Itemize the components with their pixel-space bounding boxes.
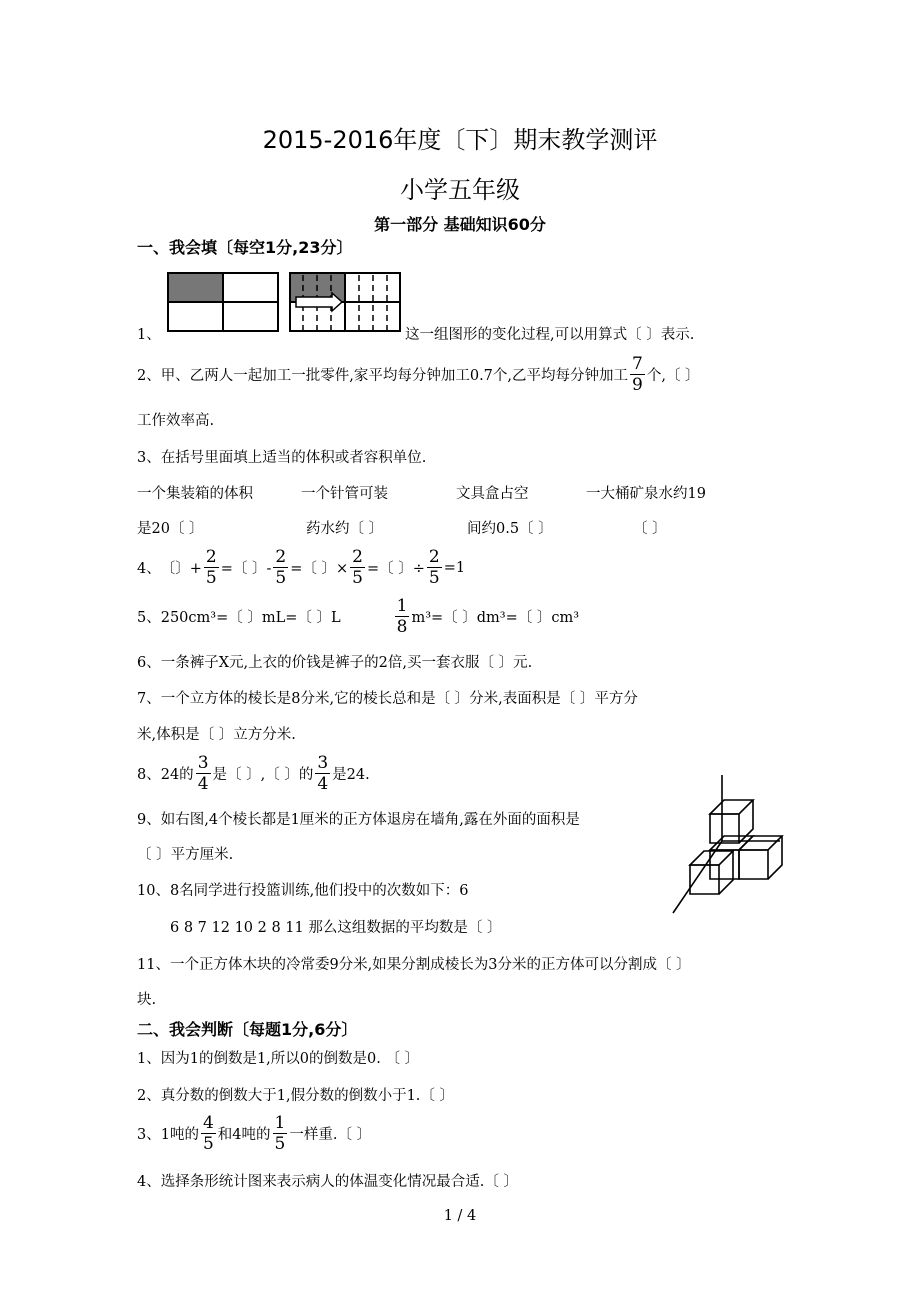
s2-q3-part1: 1吨的 [160,1127,199,1143]
q4-part1: 〔〕+ [160,561,202,577]
q2-text-a: 甲、乙两人一起加工一批零件,家平均每分钟加工0.7个,乙平均每分钟加工 [160,368,629,384]
q7-number: 7、 [137,691,161,707]
s2-q3-number: 3、 [137,1127,161,1143]
q3-col1b: 是20〔 〕 [137,521,204,537]
s2-q2-text: 真分数的倒数大于1,假分数的倒数小于1.〔 〕 [160,1088,455,1104]
q9-text-a: 如右图,4个棱长都是1厘米的正方体退房在墙角,露在外面的面积是 [160,812,580,828]
q5-number: 5、 [137,610,161,626]
q4-part3: =〔 〕× [290,561,349,577]
fraction-2-5 [273,547,288,588]
fraction-numerator: 3 [197,753,209,773]
q5-part1: 250cm³=〔 〕mL=〔 〕L [160,610,341,626]
q8-line [137,753,370,794]
q8-part1: 24的 [160,767,194,783]
s2-q4-text: 选择条形统计图来表示病人的体温变化情况最合适.〔 〕 [160,1174,518,1190]
fraction-numerator: 2 [352,547,363,567]
q3-text: 在括号里面填上适当的体积或者容积单位. [160,450,427,466]
fraction-denominator: 8 [396,617,408,637]
q4-part4: =〔 〕÷ [366,561,425,577]
q7-text-a: 一个立方体的棱长是8分米,它的棱长总和是〔 〕分米,表面积是〔 〕平方分 [160,691,638,707]
q10-text-b: 6 8 7 12 10 2 8 11 那么这组数据的平均数是〔 〕 [170,920,502,936]
part-title: 第一部分 基础知识60分 [374,215,546,234]
q10-number: 10、 [137,883,170,899]
q7-text-b: 米,体积是〔 〕立方分米. [137,727,296,743]
q11-text-b: 块. [137,992,157,1008]
q3-col2b: 药水约〔 〕 [306,521,384,537]
q4-part2: =〔 〕- [220,561,272,577]
q4-part5: =1 [443,559,466,576]
fraction-1-5 [273,1113,288,1154]
q3-line [137,446,426,467]
q2-text-b: 个,〔 〕 [646,368,700,384]
fraction-denominator: 4 [197,774,209,794]
q5-line [137,596,579,637]
s2-q1-text: 因为1的倒数是1,所以0的倒数是0. 〔 〕 [160,1051,420,1067]
fraction-denominator: 5 [275,568,287,588]
cubes-in-corner-figure [668,773,784,918]
fraction-denominator: 5 [202,1134,214,1154]
q11-text-a: 一个正方体木块的冷常委9分米,如果分割成棱长为3分米的正方体可以分割成〔 〕 [169,957,691,973]
q4-line [137,547,465,588]
q9-line [137,808,580,829]
page-number: 1 / 4 [443,1208,477,1224]
s2-q2-line [137,1084,454,1105]
fraction-7-9 [630,354,645,395]
q6-text: 一条裤子X元,上衣的价钱是裤子的2倍,买一套衣服〔 〕元. [160,655,533,671]
fraction-2-5 [204,547,219,588]
fraction-3-4 [196,753,211,794]
s2-q2-number: 2、 [137,1088,161,1104]
fraction-2-5 [427,547,442,588]
s2-q4-number: 4、 [137,1174,161,1190]
fraction-numerator: 1 [274,1113,286,1133]
fraction-denominator: 4 [317,774,329,794]
q3-col1a: 一个集装箱的体积 [137,486,253,502]
q6-number: 6、 [137,655,161,671]
q9-text-b: 〔 〕平方厘米. [137,847,234,863]
fraction-4-5 [201,1113,216,1154]
section2-heading: 二、我会判断〔每题1分,6分〕 [137,1020,358,1039]
q1-text: 这一组图形的变化过程,可以用算式〔 〕表示. [405,327,695,343]
q6-line [137,651,532,672]
fraction-numerator: 1 [396,596,408,616]
fraction-denominator: 5 [352,568,363,588]
q4-number: 4、 [137,561,161,577]
q2-text-c: 工作效率高. [137,413,215,429]
q11-line [137,953,691,974]
s2-q1-number: 1、 [137,1051,161,1067]
fraction-numerator: 4 [202,1113,214,1133]
fraction-denominator: 5 [428,568,440,588]
fraction-denominator: 5 [274,1134,286,1154]
grade-title: 小学五年级 [400,176,520,204]
q9-number: 9、 [137,812,161,828]
fraction-numerator: 2 [428,547,440,567]
fraction-2-5 [350,547,365,588]
q7-line [137,687,638,708]
q10-line [137,879,469,900]
exam-title: 2015-2016年度〔下〕期末教学测评 [262,126,658,154]
q11-number: 11、 [137,957,170,973]
fraction-denominator: 5 [205,568,217,588]
fraction-grid-figure [166,271,406,335]
s2-q3-part2: 和4吨的 [217,1127,271,1143]
q3-col2a: 一个针管可装 [301,486,388,502]
s2-q3-line [137,1113,371,1154]
fraction-denominator: 9 [632,375,643,395]
q2-line [137,354,700,395]
q2-number: 2、 [137,368,161,384]
q3-col4a: 一大桶矿泉水约19 [586,486,706,502]
q8-number: 8、 [137,767,161,783]
fraction-numerator: 3 [317,753,329,773]
q3-col3a: 文具盒占空 [456,486,529,502]
q8-part3: 是24. [332,767,370,783]
q10-text-a: 8名同学进行投篮训练,他们投中的次数如下：6 [169,883,469,899]
q5-part2: m³=〔 〕dm³=〔 〕cm³ [411,610,580,626]
fraction-numerator: 2 [275,547,287,567]
q3-number: 3、 [137,450,161,466]
s2-q1-line [137,1047,419,1068]
q3-col3b: 间约0.5〔 〕 [467,521,553,537]
fraction-numerator: 2 [205,547,217,567]
q8-part2: 是〔 〕,〔 〕的 [212,767,314,783]
q3-col4b: 〔 〕 [633,521,667,537]
section1-heading: 一、我会填〔每空1分,23分〕 [137,238,353,257]
fraction-1-8 [395,596,410,637]
s2-q3-part3: 一样重.〔 〕 [289,1127,372,1143]
q1-number: 1、 [137,327,161,343]
fraction-3-4 [315,753,330,794]
s2-q4-line [137,1170,518,1191]
fraction-numerator: 7 [632,354,643,374]
